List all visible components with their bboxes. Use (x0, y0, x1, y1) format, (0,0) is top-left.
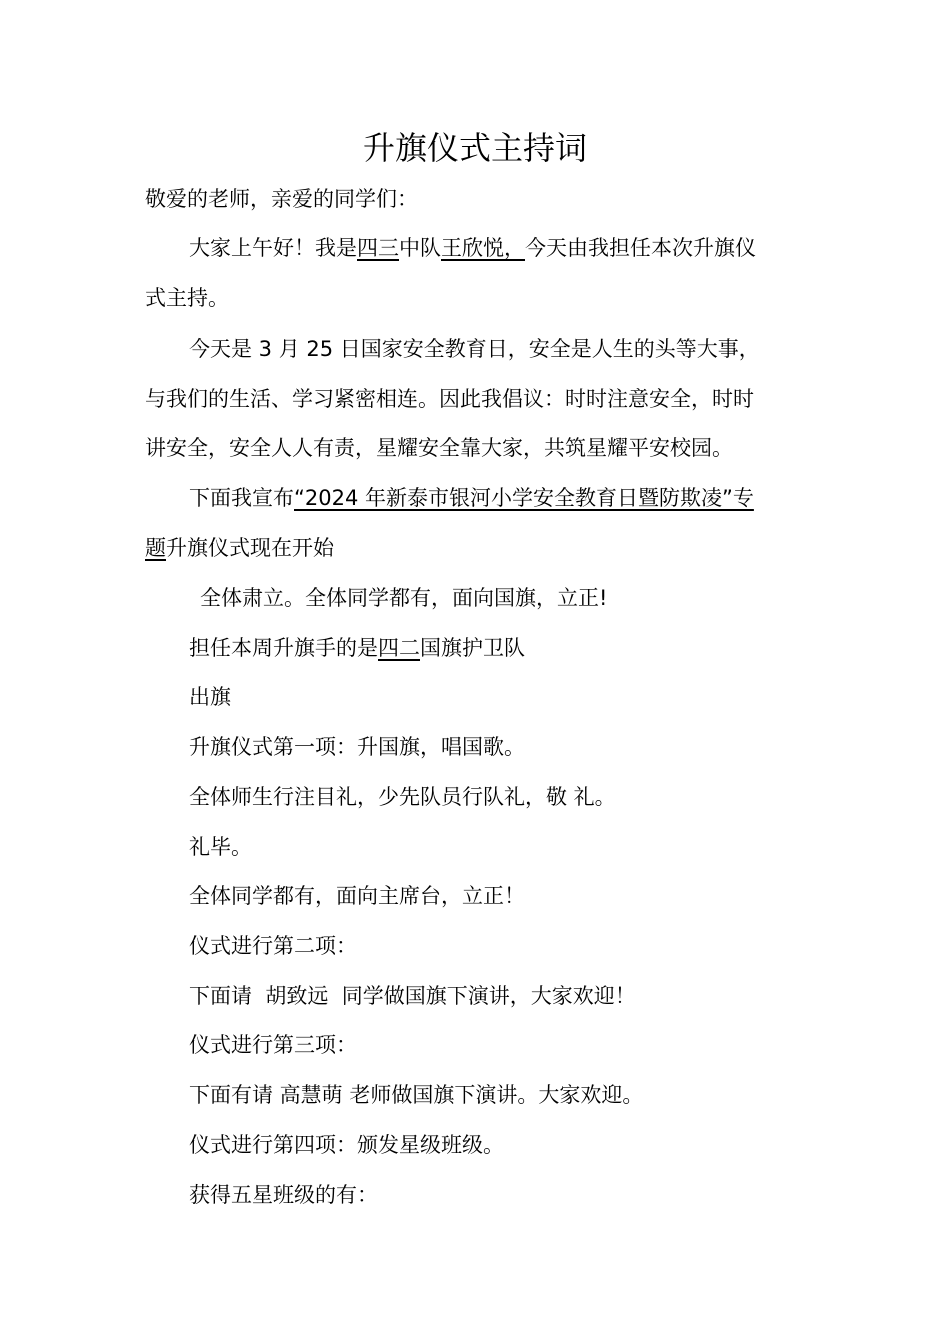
intro-text: 今天由我担任本次升旗仪 (525, 236, 756, 260)
safety-line-1: 今天是 3 月 25 日国家安全教育日，安全是人生的头等大事， (189, 337, 760, 361)
program-line: 全体同学都有，面向主席台，立正！ (189, 884, 525, 908)
flag-bearer-text: 国旗护卫队 (420, 636, 525, 660)
safety-line-3: 讲安全，安全人人有责，星耀安全靠大家，共筑星耀平安校园。 (145, 436, 733, 460)
intro-line-2: 式主持。 (145, 286, 229, 310)
flag-bearer-class: 四二 (378, 636, 420, 660)
program-line: 下面有请 高慧萌 老师做国旗下演讲。大家欢迎。 (189, 1083, 644, 1107)
intro-text: 中队 (399, 236, 441, 260)
program-line: 下面请 胡致远 同学做国旗下演讲，大家欢迎！ (189, 984, 636, 1008)
ceremony-name-cont: 题 (145, 536, 166, 560)
program-line: 获得五星班级的有： (189, 1183, 378, 1207)
document-title: 升旗仪式主持词 (362, 129, 587, 167)
stand-line: 全体肃立。全体同学都有，面向国旗，立正! (200, 586, 608, 610)
announce-line-1 (189, 483, 754, 513)
program-line: 全体师生行注目礼，少先队员行队礼，敬 礼。 (189, 785, 616, 809)
program-line: 仪式进行第二项： (189, 934, 357, 958)
host-name: 王欣悦， (441, 236, 525, 260)
program-line: 礼毕。 (189, 835, 252, 859)
intro-text: 大家上午好！我是 (189, 236, 357, 260)
safety-line-2: 与我们的生活、学习紧密相连。因此我倡议：时时注意安全，时时 (145, 387, 754, 411)
announce-line-2 (145, 533, 334, 563)
flag-bearer-text: 担任本周升旗手的是 (189, 636, 378, 660)
intro-line-1 (189, 233, 756, 263)
program-line: 出旗 (189, 685, 231, 709)
ceremony-name: “2024 年新泰市银河小学安全教育日暨防欺凌”专 (294, 486, 754, 510)
announce-text: 下面我宣布 (189, 486, 294, 510)
program-line: 升旗仪式第一项：升国旗，唱国歌。 (189, 735, 525, 759)
greeting: 敬爱的老师，亲爱的同学们： (145, 187, 418, 211)
flag-bearer-line (189, 633, 525, 663)
class-name: 四三 (357, 236, 399, 260)
program-line: 仪式进行第三项： (189, 1033, 357, 1057)
program-line: 仪式进行第四项：颁发星级班级。 (189, 1133, 504, 1157)
announce-text: 升旗仪式现在开始 (166, 536, 334, 560)
